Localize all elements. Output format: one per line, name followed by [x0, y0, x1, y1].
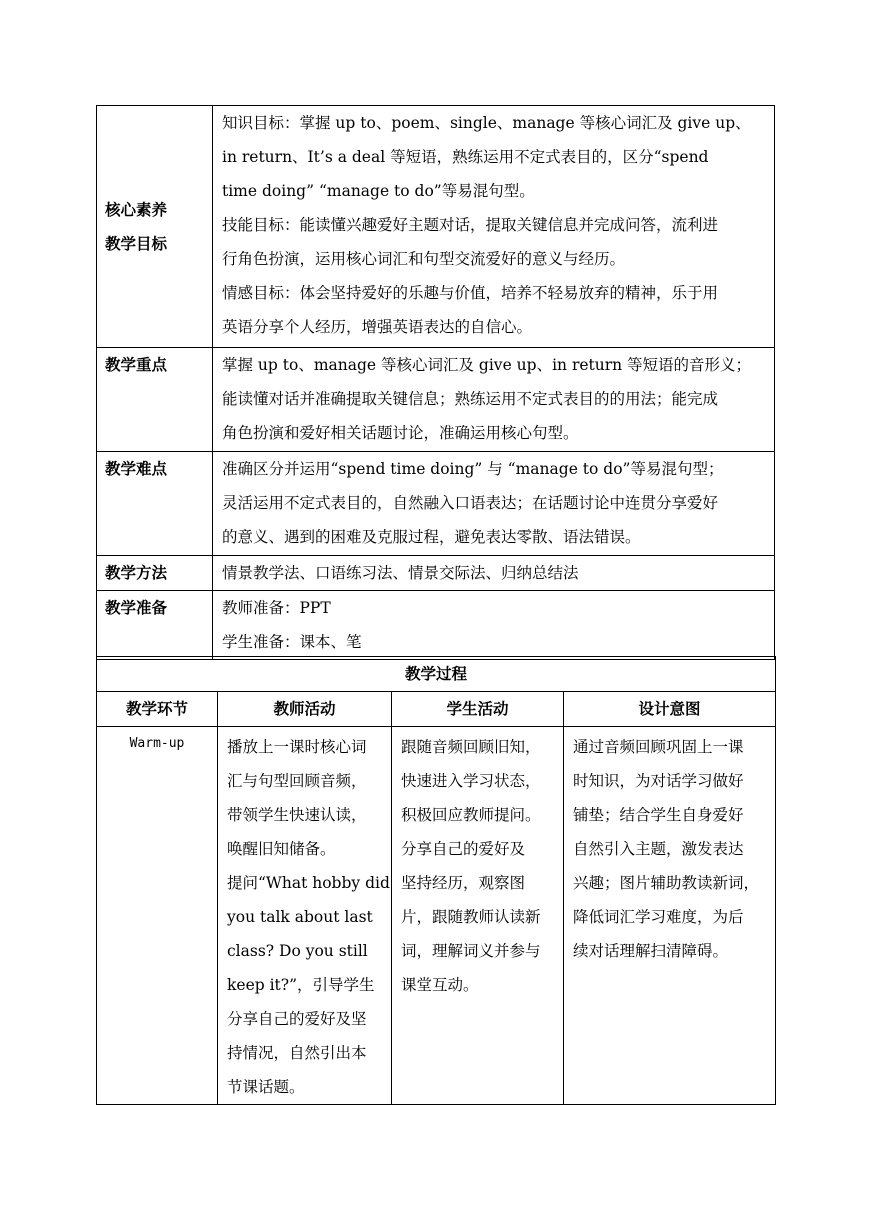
objectives-line: 行角色扮演，运用核心词汇和句型交流爱好的意义与经历。 [222, 250, 626, 268]
objectives-line: 技能目标：能读懂兴趣爱好主题对话，提取关键信息并完成问答，流利进 [222, 216, 719, 234]
difficulties-line: 的意义、遇到的困难及克服过程，避免表达零散、语法错误。 [222, 528, 641, 546]
lesson-info-table [96, 105, 775, 660]
column-header-stage: 教学环节 [97, 692, 218, 727]
teacher-activity-cell: 播放上一课时核心词 汇与句型回顾音频， 带领学生快速认读， 唤醒旧知储备。 提问“What hobby did you talk about last class? Do you still keep it?”，引导学生 分享自己的爱好及坚 持情况，自然引出本 节课话题。 [218, 727, 392, 1105]
objectives-line: 情感目标：体会坚持爱好的乐趣与价值，培养不轻易放弃的精神，乐于用 [222, 284, 719, 302]
objectives-line: in return、It’s a deal 等短语，熟练运用不定式表目的，区分“spend [222, 148, 709, 166]
process-table [96, 656, 776, 1105]
process-title: 教学过程 [97, 657, 776, 692]
preparation-line: 教师准备：PPT [222, 599, 331, 617]
difficulties-line: 灵活运用不定式表目的，自然融入口语表达；在话题讨论中连贯分享爱好 [222, 494, 719, 512]
key-points-line: 角色扮演和爱好相关话题讨论，准确运用核心句型。 [222, 424, 579, 442]
preparation-content [213, 591, 775, 660]
objectives-content [213, 106, 775, 348]
objectives-line: time doing” “manage to do”等易混句型。 [222, 182, 535, 200]
objectives-line: 知识目标：掌握 up to、poem、single、manage 等核心词汇及 give up、 [222, 114, 751, 132]
key-points-label: 教学重点 [97, 348, 213, 452]
methods-line: 情景教学法、口语练习法、情景交际法、归纳总结法 [222, 564, 579, 582]
objectives-label-line1: 核心素养 [105, 200, 168, 219]
key-points-content [213, 348, 775, 452]
objectives-label-line2: 教学目标 [105, 234, 168, 253]
table-row [97, 727, 776, 1105]
difficulties-label: 教学难点 [97, 452, 213, 556]
column-header-student: 学生活动 [392, 692, 564, 727]
key-points-line: 掌握 up to、manage 等核心词汇及 give up、in return 等短语的音形义； [222, 356, 752, 374]
methods-label: 教学方法 [97, 556, 213, 591]
objectives-line: 英语分享个人经历，增强英语表达的自信心。 [222, 318, 533, 336]
preparation-line: 学生准备：课本、笔 [222, 633, 362, 651]
preparation-label: 教学准备 [97, 591, 213, 660]
design-intent-cell: 通过音频回顾巩固上一课 时知识，为对话学习做好 铺垫；结合学生自身爱好 自然引入主题，激发表达 兴趣；图片辅助教读新词， 降低词汇学习难度，为后 续对话理解扫清障碍。 [564, 727, 776, 1105]
methods-content [213, 556, 775, 591]
column-header-teacher: 教师活动 [218, 692, 392, 727]
difficulties-content [213, 452, 775, 556]
difficulties-line: 准确区分并运用“spend time doing” 与 “manage to do”等易混句型； [222, 460, 724, 478]
objectives-label [97, 106, 213, 348]
stage-cell: Warm-up [97, 727, 218, 1105]
column-header-intent: 设计意图 [564, 692, 776, 727]
key-points-line: 能读懂对话并准确提取关键信息；熟练运用不定式表目的的用法；能完成 [222, 390, 719, 408]
student-activity-cell: 跟随音频回顾旧知， 快速进入学习状态， 积极回应教师提问。 分享自己的爱好及 坚持经历，观察图 片，跟随教师认读新 词，理解词义并参与 课堂互动。 [392, 727, 564, 1105]
